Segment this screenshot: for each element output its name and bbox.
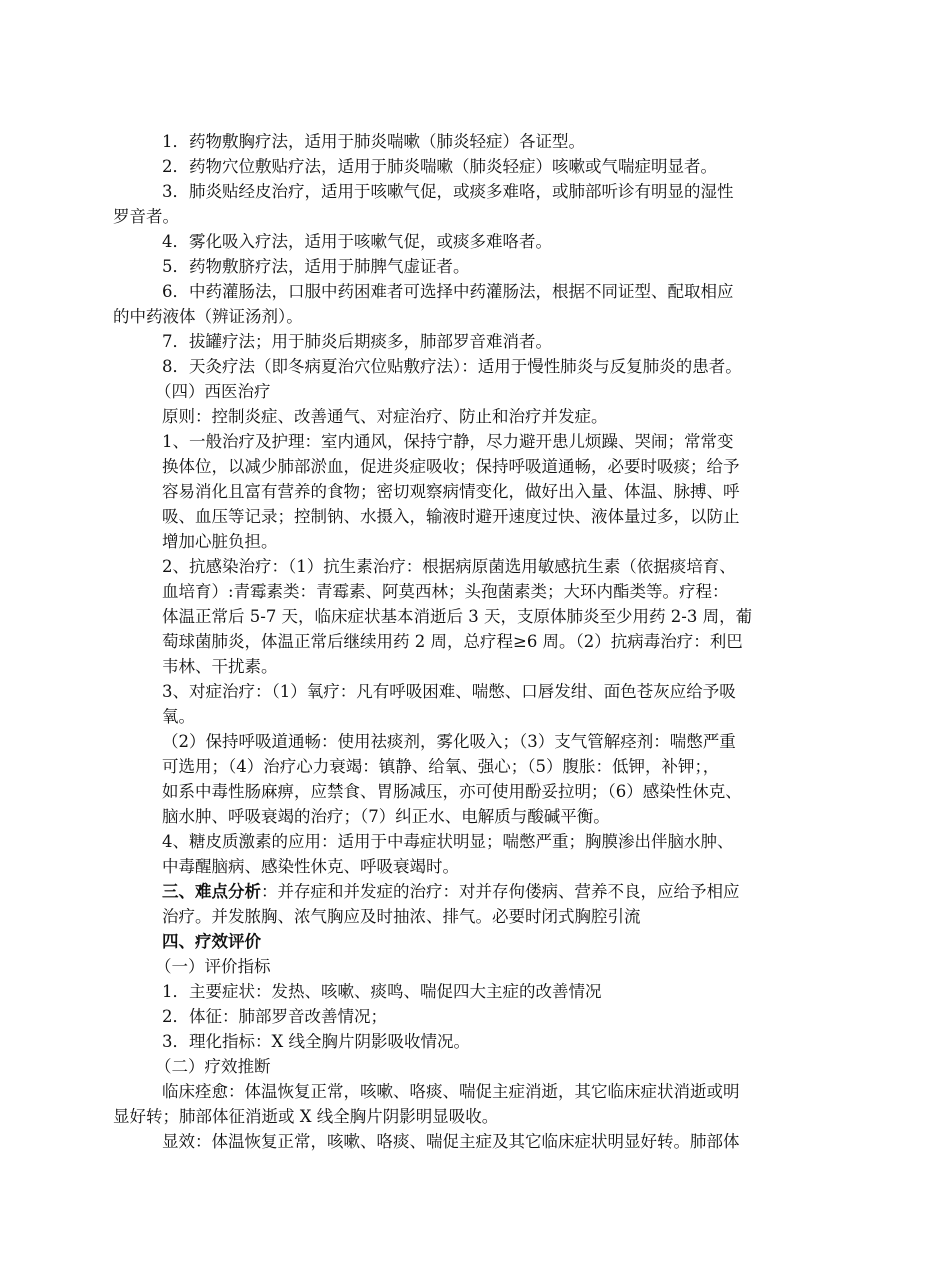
paragraph-line-6: 5．药物敷脐疗法，适用于肺脾气虚证者。 bbox=[162, 257, 470, 276]
paragraph-line-17: 增加心脏负担。 bbox=[162, 532, 278, 551]
paragraph-line-29: 4、糖皮质激素的应用：适用于中毒症状明显；喘憋严重；胸膜渗出伴脑水肿、 bbox=[162, 832, 734, 851]
paragraph-line-16: 吸、血压等记录；控制钠、水摄入，输液时避开速度过快、液体量过多，以防止 bbox=[162, 507, 740, 526]
paragraph-line-28: 脑水肿、呼吸衰竭的治疗；（7）纠正水、电解质与酸碱平衡。 bbox=[162, 807, 610, 826]
paragraph-line-20: 体温正常后 5-7 天，临床症状基本消逝后 3 天，支原体肺炎至少用药 2-3 周，葡 bbox=[162, 607, 753, 626]
paragraph-line-25: （2）保持呼吸道通畅：使用祛痰剂，雾化吸入；（3）支气管解痉剂：喘憋严重 bbox=[162, 732, 736, 751]
paragraph-line-32: 治疗。并发脓胸、浓气胸应及时抽浓、排气。必要时闭式胸腔引流 bbox=[162, 907, 641, 926]
paragraph-line-36: 2．体征：肺部罗音改善情况； bbox=[162, 1007, 387, 1026]
paragraph-line-18: 2、抗感染治疗：（1）抗生素治疗：根据病原菌选用敏感抗生素（依据痰培育、 bbox=[162, 557, 736, 576]
paragraph-line-22: 韦林、干扰素。 bbox=[162, 657, 278, 676]
paragraph-line-2: 2．药物穴位敷贴疗法，适用于肺炎喘嗽（肺炎轻症）咳嗽或气喘症明显者。 bbox=[162, 157, 717, 176]
subheading-evaluation-index: （一）评价指标 bbox=[155, 957, 271, 976]
paragraph-line-21: 萄球菌肺炎，体温正常后继续用药 2 周，总疗程≥6 周。（2）抗病毒治疗：利巴 bbox=[162, 632, 743, 651]
paragraph-line-27: 如系中毒性肠麻痹，应禁食、胃肠减压，亦可使用酚妥拉明；（6）感染性休克、 bbox=[162, 782, 742, 801]
section-heading-efficacy-evaluation: 四、疗效评价 bbox=[162, 932, 261, 951]
difficulty-analysis-line bbox=[162, 880, 740, 904]
paragraph-line-39: 临床痊愈：体温恢复正常，咳嗽、咯痰、喘促主症消逝，其它临床症状消逝或明 bbox=[162, 1082, 740, 1101]
paragraph-line-1: 1．药物敷胸疗法，适用于肺炎喘嗽（肺炎轻症）各证型。 bbox=[162, 132, 585, 151]
section-heading-western-treatment: （四）西医治疗 bbox=[155, 382, 271, 401]
subheading-efficacy-judgement: （二）疗效推断 bbox=[155, 1057, 271, 1076]
paragraph-line-41: 显效：体温恢复正常，咳嗽、咯痰、喘促主症及其它临床症状明显好转。肺部体 bbox=[162, 1132, 740, 1151]
paragraph-line-5: 4．雾化吸入疗法，适用于咳嗽气促，或痰多难咯者。 bbox=[162, 232, 552, 251]
paragraph-line-24: 氧。 bbox=[162, 707, 195, 726]
paragraph-line-35: 1．主要症状：发热、咳嗽、痰鸣、喘促四大主症的改善情况 bbox=[162, 982, 602, 1001]
paragraph-line-13: 1、一般治疗及护理：室内通风，保持宁静，尽力避开患儿烦躁、哭闹；常常变 bbox=[162, 432, 734, 451]
difficulty-analysis-text: ：并存症和并发症的治疗：对并存佝偻病、营养不良，应给予相应 bbox=[261, 882, 740, 901]
paragraph-line-7: 6．中药灌肠法，口服中药困难者可选择中药灌肠法，根据不同证型、配取相应 bbox=[162, 282, 734, 301]
paragraph-line-3: 3．肺炎贴经皮治疗，适用于咳嗽气促，或痰多难咯，或肺部听诊有明显的湿性 bbox=[162, 182, 734, 201]
paragraph-line-8: 的中药液体（辨证汤剂）。 bbox=[113, 307, 303, 326]
paragraph-line-26: 可选用；（4）治疗心力衰竭：镇静、给氧、强心；（5）腹胀：低钾，补钾；， bbox=[162, 757, 720, 776]
section-heading-difficulty-analysis: 三、难点分析 bbox=[162, 882, 261, 901]
paragraph-line-40: 显好转；肺部体征消逝或 X 线全胸片阴影明显吸收。 bbox=[113, 1107, 499, 1126]
paragraph-line-14: 换体位，以减少肺部淤血，促进炎症吸收；保持呼吸道通畅，必要时吸痰；给予 bbox=[162, 457, 740, 476]
paragraph-line-30: 中毒醒脑病、感染性休克、呼吸衰竭时。 bbox=[162, 857, 459, 876]
paragraph-line-37: 3．理化指标：X 线全胸片阴影吸收情况。 bbox=[162, 1032, 470, 1051]
paragraph-line-10: 8．天灸疗法（即冬病夏治穴位贴敷疗法）：适用于慢性肺炎与反复肺炎的患者。 bbox=[162, 357, 742, 376]
principle-line: 原则：控制炎症、改善通气、对症治疗、防止和治疗并发症。 bbox=[162, 407, 608, 426]
paragraph-line-23: 3、对症治疗：（1）氧疗：凡有呼吸困难、喘憋、口唇发绀、面色苍灰应给予吸 bbox=[162, 682, 736, 701]
paragraph-line-4: 罗音者。 bbox=[113, 207, 179, 226]
paragraph-line-15: 容易消化且富有营养的食物；密切观察病情变化，做好出入量、体温、脉搏、呼 bbox=[162, 482, 740, 501]
paragraph-line-19: 血培育）:青霉素类：青霉素、阿莫西林；头孢菌素类；大环内酯类等。疗程： bbox=[162, 582, 729, 601]
paragraph-line-9: 7．拔罐疗法；用于肺炎后期痰多，肺部罗音难消者。 bbox=[162, 332, 552, 351]
